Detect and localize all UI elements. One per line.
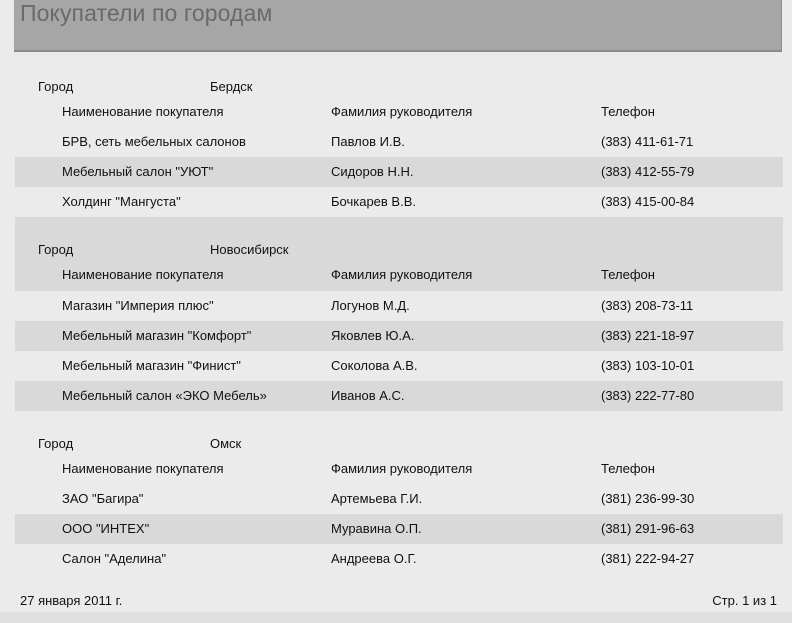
phone-number: (383) 415-00-84 [601,194,695,209]
column-header-customer: Наименование покупателя [62,461,224,476]
manager-name: Сидоров Н.Н. [331,164,414,179]
manager-name: Андреева О.Г. [331,551,417,566]
customer-name: Магазин "Империя плюс" [62,298,214,313]
manager-name: Яковлев Ю.А. [331,328,415,343]
table-row [15,381,783,411]
customer-name: БРВ, сеть мебельных салонов [62,134,246,149]
customer-name: ООО "ИНТЕХ" [62,521,150,536]
customer-name: Мебельный магазин "Комфорт" [62,328,252,343]
phone-number: (383) 222-77-80 [601,388,695,403]
customer-name: Мебельный салон «ЭКО Мебель» [62,388,267,403]
city-label: Город [38,242,74,257]
phone-number: (383) 411-61-71 [601,134,694,149]
customer-name: Холдинг "Мангуста" [62,194,181,209]
table-row [15,544,783,574]
page-bottom-edge [0,612,792,623]
column-header-customer: Наименование покупателя [62,104,224,119]
manager-name: Муравина О.П. [331,521,422,536]
customer-name: Мебельный магазин "Финист" [62,358,241,373]
table-row [15,321,783,351]
column-header-phone: Телефон [601,104,655,119]
manager-name: Бочкарев В.В. [331,194,416,209]
manager-name: Иванов А.С. [331,388,405,403]
table-row [15,484,783,514]
phone-number: (383) 208-73-11 [601,298,694,313]
table-row [15,291,783,321]
phone-number: (383) 221-18-97 [601,328,695,343]
manager-name: Артемьева Г.И. [331,491,423,506]
manager-name: Павлов И.В. [331,134,405,149]
city-name: Бердск [210,79,253,94]
phone-number: (383) 412-55-79 [601,164,695,179]
report-title: Покупатели по городам [20,0,273,26]
phone-number: (383) 103-10-01 [601,358,695,373]
report-header [14,0,782,52]
city-name: Омск [210,436,242,451]
city-group-berdsk [15,72,783,216]
manager-name: Соколова А.В. [331,358,418,373]
column-header-manager: Фамилия руководителя [331,267,473,282]
phone-number: (381) 236-99-30 [601,491,695,506]
manager-name: Логунов М.Д. [331,298,410,313]
table-row [15,187,783,217]
city-group-omsk [15,430,783,576]
column-header-phone: Телефон [601,461,655,476]
table-row [15,514,783,544]
customer-name: Мебельный салон "УЮТ" [62,164,214,179]
customer-name: ЗАО "Багира" [62,491,144,506]
footer-date: 27 января 2011 г. [20,593,123,608]
customer-name: Салон "Аделина" [62,551,167,566]
column-header-manager: Фамилия руководителя [331,461,473,476]
city-name: Новосибирск [210,242,289,257]
column-header-manager: Фамилия руководителя [331,104,473,119]
column-header-phone: Телефон [601,267,655,282]
city-label: Город [38,436,74,451]
city-label: Город [38,79,74,94]
city-group-novosibirsk-content [15,236,783,411]
page-number: Стр. 1 из 1 [712,593,777,608]
column-header-customer: Наименование покупателя [62,267,224,282]
phone-number: (381) 291-96-63 [601,521,695,536]
table-row [15,157,783,187]
table-row [15,351,783,381]
table-row [15,127,783,157]
phone-number: (381) 222-94-27 [601,551,695,566]
